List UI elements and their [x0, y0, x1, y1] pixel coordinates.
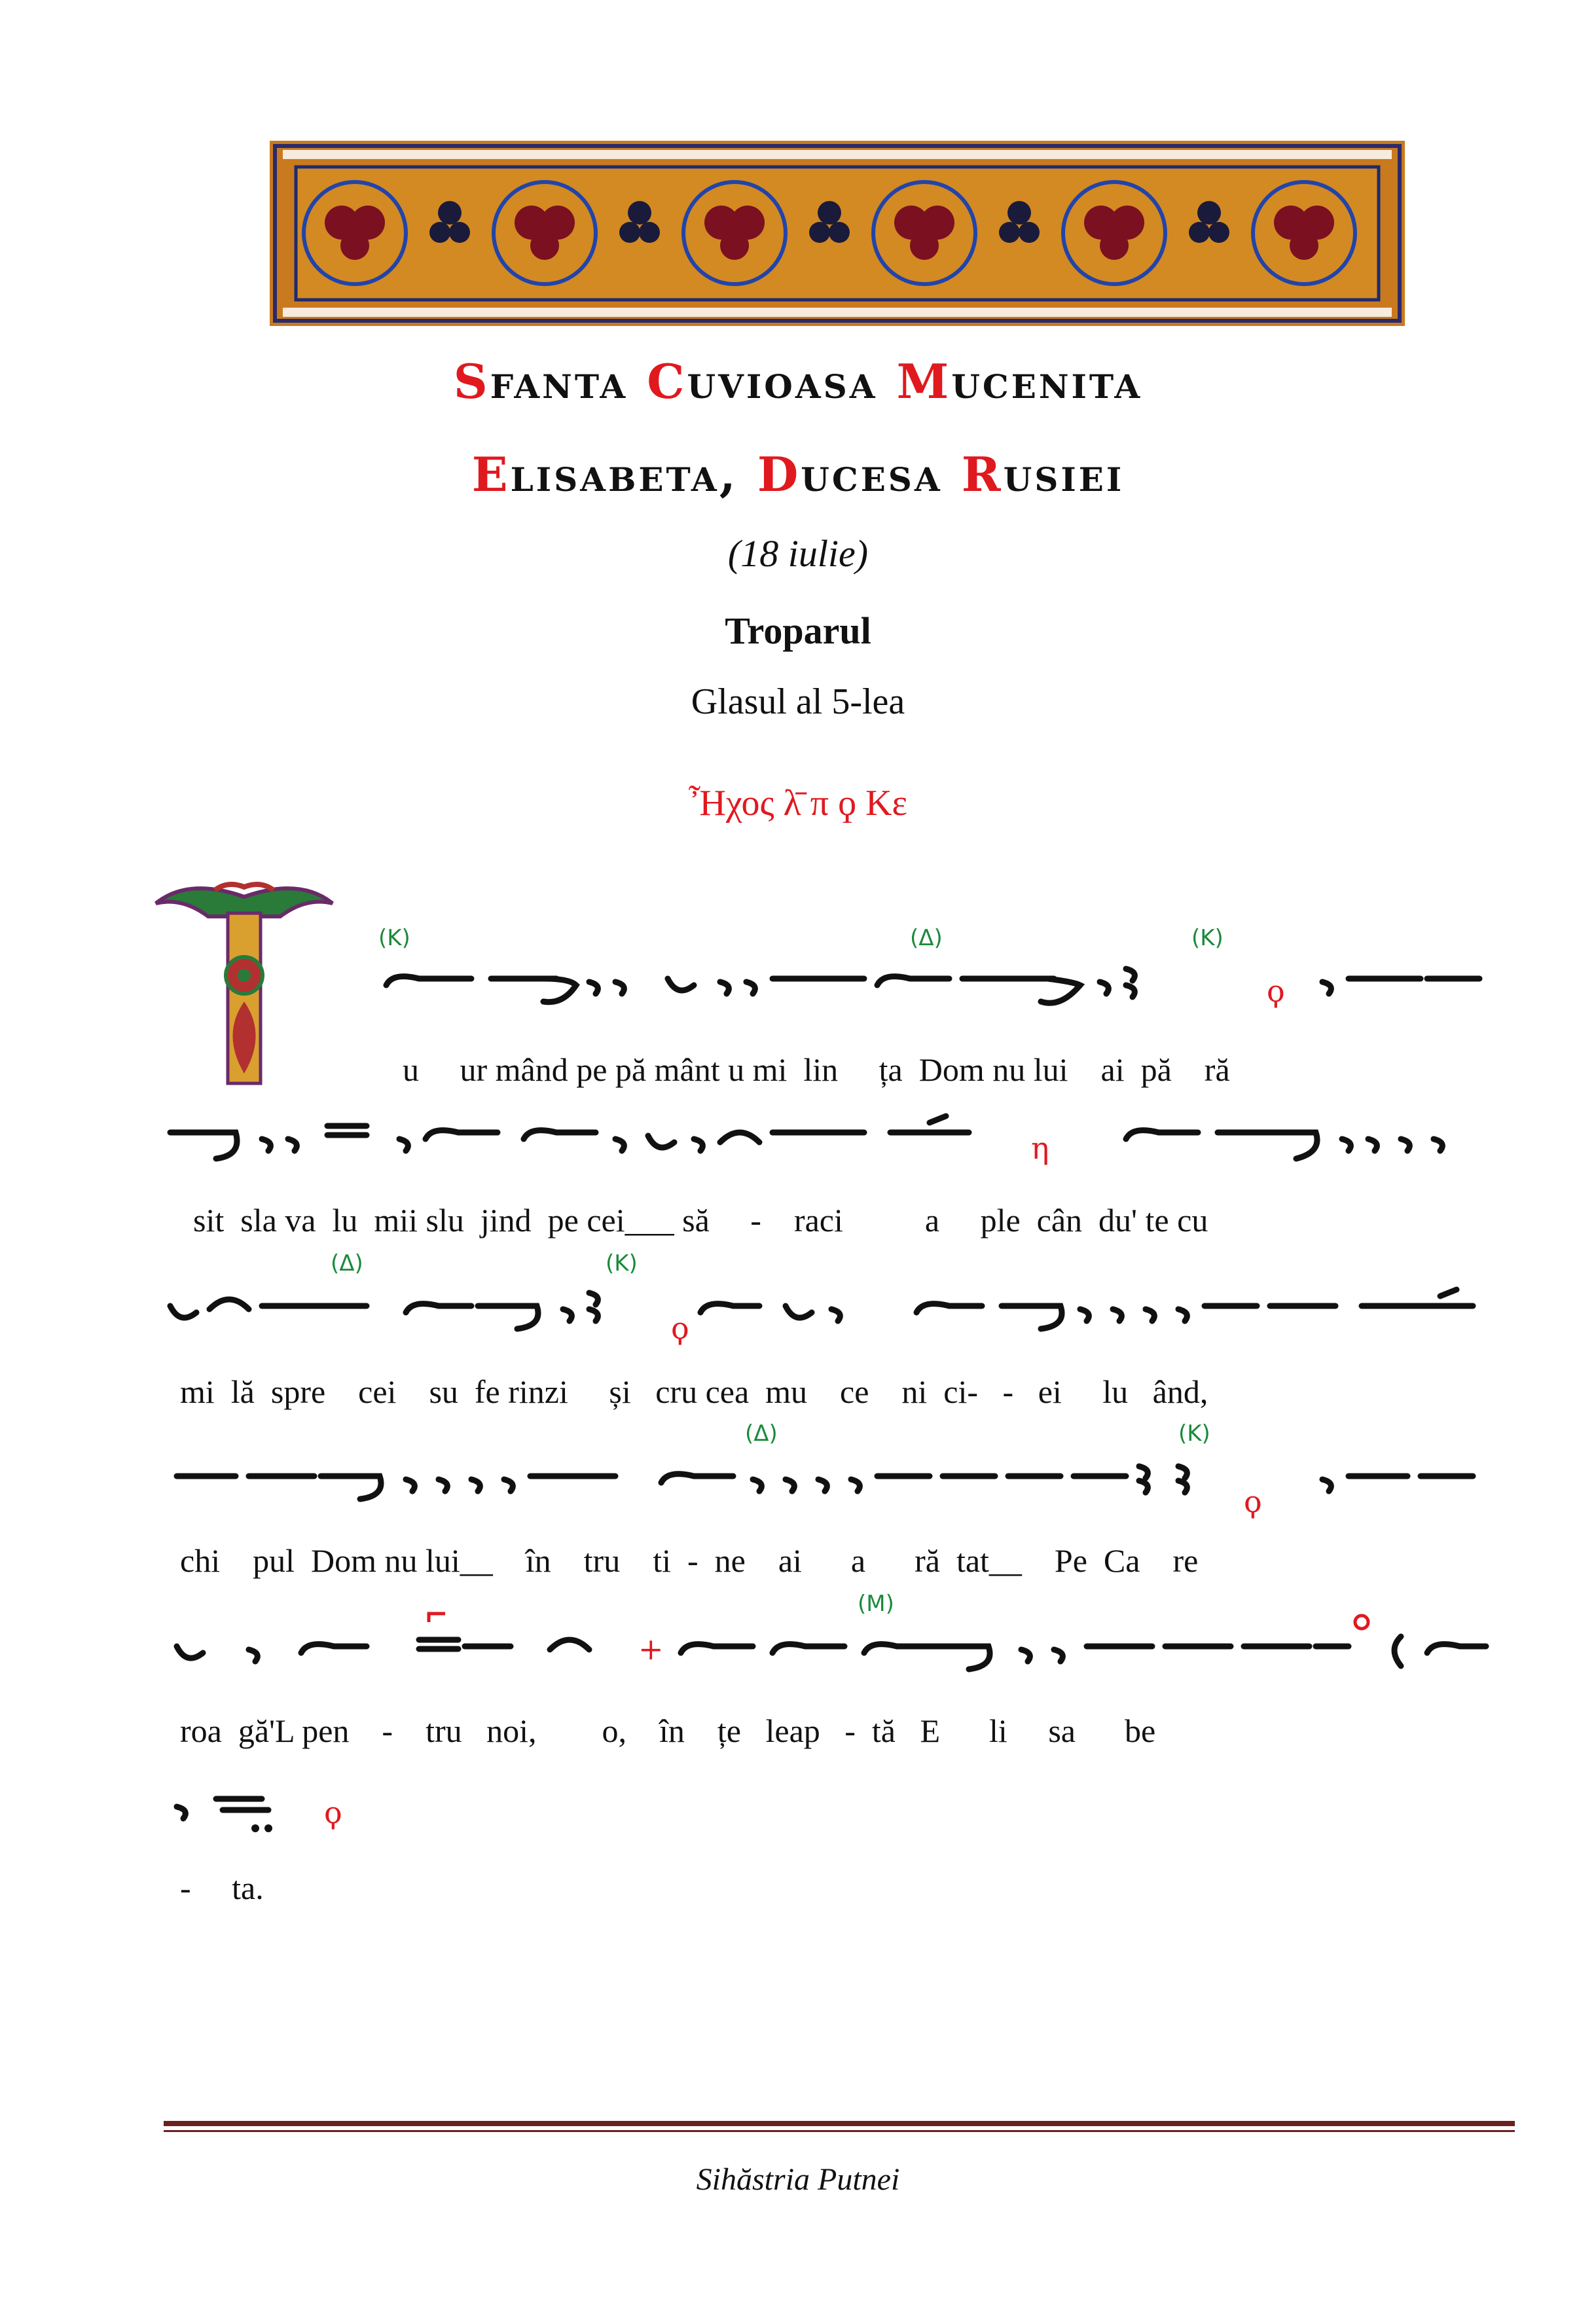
title-initial: R — [961, 446, 1004, 502]
martyria: (Δ) — [910, 925, 943, 951]
martyria: (Δ) — [745, 1420, 778, 1447]
title-initial: S — [453, 353, 490, 409]
fthora-sign: ϙ — [324, 1795, 342, 1830]
section-heading: Troparul — [725, 609, 871, 652]
martyria: (Κ) — [1178, 1420, 1210, 1447]
footer-rule — [164, 2130, 1515, 2132]
martyria: (Κ) — [606, 1250, 638, 1276]
lyric-line: u ur mând pe pă mânt u mi lin ța Dom nu lui ai pă ră — [403, 1051, 1230, 1088]
martyria: (Κ) — [378, 925, 410, 951]
title-word: usiei — [1003, 446, 1125, 502]
fthora-sign: η — [1031, 1130, 1049, 1166]
title-word: ucesa — [801, 446, 962, 502]
fthora-sign: ϙ — [1267, 973, 1285, 1009]
lyric-line: - ta. — [180, 1870, 264, 1906]
title-initial: C — [647, 353, 687, 409]
martyria: (Κ) — [1191, 925, 1224, 951]
lyric-line: roa gă'L pen - tru noi, o, în țe leap - tă E li sa be — [180, 1712, 1156, 1749]
plus-sign: + — [638, 1631, 664, 1667]
title-initial: M — [896, 353, 952, 409]
page-footer: Sihăstria Putnei — [696, 2162, 900, 2197]
mode-label: Glasul al 5-lea — [691, 681, 905, 722]
lyric-line: chi pul Dom nu lui__ în tru ti - ne ai a ră tat__ Pe Ca re — [180, 1542, 1199, 1579]
title-word: ucenita — [951, 353, 1143, 409]
footer-rule — [164, 2121, 1515, 2126]
lyric-line: mi lă spre cei su fe rinzi și cru cea mu ce ni ci- - ei lu ând, — [180, 1373, 1208, 1410]
echos-signature: Ἦχος λ̄ π ϙ Κε — [688, 783, 908, 823]
title-word: uvioasa — [687, 353, 897, 409]
martyria: (Δ) — [331, 1250, 363, 1276]
feast-date: (18 iulie) — [727, 532, 869, 575]
lyric-line: sit sla va lu mii slu jind pe cei___ să - raci a ple cân du' te cu — [193, 1202, 1208, 1239]
fthora-sign: ϙ — [1244, 1484, 1262, 1519]
title-word: fanta — [490, 353, 647, 409]
title-initial: E — [471, 446, 511, 502]
martyria: (Μ) — [858, 1591, 894, 1617]
title-initial: D — [757, 446, 801, 502]
title-word: lisabeta, — [510, 446, 757, 502]
fthora-sign: ϙ — [671, 1311, 689, 1346]
